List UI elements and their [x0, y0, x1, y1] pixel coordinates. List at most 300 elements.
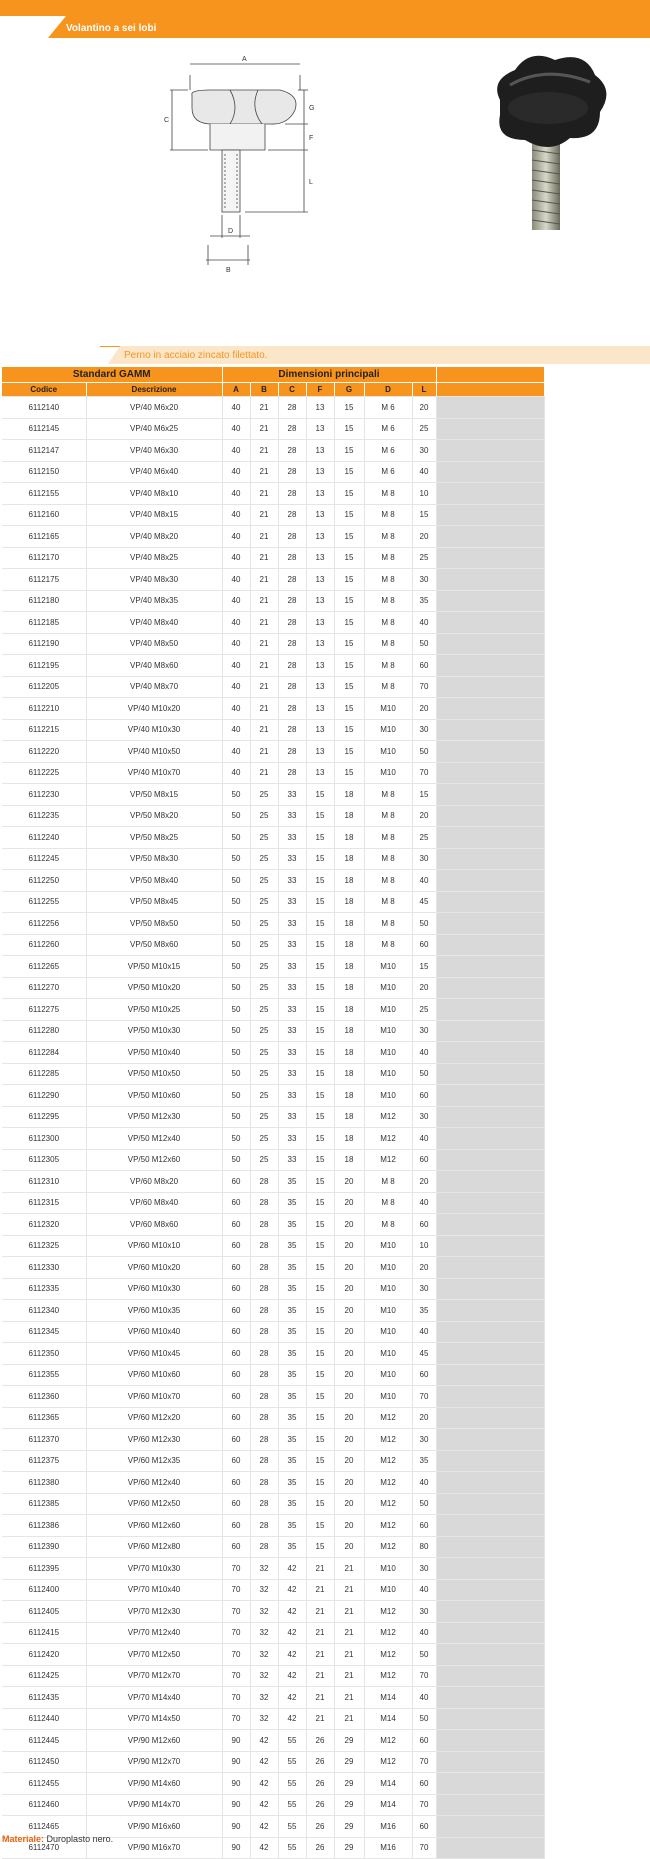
table-cell: M 8	[364, 848, 412, 870]
table-cell: M10	[364, 762, 412, 784]
table-row	[2, 1020, 544, 1042]
table-cell: 18	[334, 956, 364, 978]
table-cell: 20	[412, 397, 436, 419]
table-cell: VP/60 M10x70	[86, 1386, 222, 1408]
table-cell: M10	[364, 1579, 412, 1601]
table-cell-blank	[436, 977, 544, 999]
table-cell: 6112330	[2, 1257, 86, 1279]
table-cell-blank	[436, 504, 544, 526]
table-cell: 15	[334, 526, 364, 548]
table-cell: 29	[334, 1730, 364, 1752]
table-cell: 33	[278, 1106, 306, 1128]
table-cell: 25	[250, 934, 278, 956]
table-cell: 21	[250, 698, 278, 720]
table-cell: 6112455	[2, 1773, 86, 1795]
table-row	[2, 1257, 544, 1279]
table-cell: M 8	[364, 590, 412, 612]
table-cell: 13	[306, 590, 334, 612]
table-cell-blank	[436, 1386, 544, 1408]
table-cell: 6112235	[2, 805, 86, 827]
table-cell: VP/60 M10x40	[86, 1321, 222, 1343]
table-cell: 40	[222, 483, 250, 505]
table-cell: 6112210	[2, 698, 86, 720]
table-row	[2, 1278, 544, 1300]
table-cell-blank	[436, 1214, 544, 1236]
table-cell: 20	[334, 1386, 364, 1408]
table-cell: 35	[278, 1257, 306, 1279]
table-row	[2, 934, 544, 956]
table-cell: 21	[250, 762, 278, 784]
table-cell: 40	[222, 397, 250, 419]
table-cell: 20	[334, 1214, 364, 1236]
table-cell: 32	[250, 1558, 278, 1580]
table-cell: M12	[364, 1730, 412, 1752]
table-cell: 6112360	[2, 1386, 86, 1408]
table-cell-blank	[436, 913, 544, 935]
table-cell: 28	[250, 1321, 278, 1343]
table-cell: VP/50 M10x15	[86, 956, 222, 978]
table-cell: 6112285	[2, 1063, 86, 1085]
table-cell: VP/50 M10x40	[86, 1042, 222, 1064]
table-row	[2, 1794, 544, 1816]
table-cell: M10	[364, 1364, 412, 1386]
table-cell: 35	[278, 1321, 306, 1343]
table-cell: 15	[306, 1364, 334, 1386]
table-cell: 6112425	[2, 1665, 86, 1687]
table-cell: M10	[364, 1558, 412, 1580]
table-cell: VP/50 M10x60	[86, 1085, 222, 1107]
table-row	[2, 870, 544, 892]
table-cell: 25	[412, 999, 436, 1021]
table-cell-blank	[436, 1020, 544, 1042]
table-cell: M12	[364, 1450, 412, 1472]
table-row	[2, 1042, 544, 1064]
table-cell: 15	[306, 999, 334, 1021]
table-cell: M 6	[364, 440, 412, 462]
table-cell: VP/50 M10x30	[86, 1020, 222, 1042]
table-cell-blank	[436, 1364, 544, 1386]
table-row	[2, 633, 544, 655]
table-cell: VP/40 M10x50	[86, 741, 222, 763]
table-cell: 25	[250, 891, 278, 913]
table-cell: 6112230	[2, 784, 86, 806]
table-cell: 15	[334, 698, 364, 720]
table-cell-blank	[436, 848, 544, 870]
table-cell: 15	[412, 784, 436, 806]
table-cell-blank	[436, 676, 544, 698]
table-cell: 35	[412, 1300, 436, 1322]
table-row	[2, 397, 544, 419]
table-cell: 20	[412, 698, 436, 720]
table-cell: 70	[222, 1601, 250, 1623]
table-row	[2, 655, 544, 677]
table-cell: 29	[334, 1816, 364, 1838]
table-cell: 35	[278, 1472, 306, 1494]
table-cell: 70	[222, 1579, 250, 1601]
table-cell: 15	[334, 676, 364, 698]
table-cell: 42	[278, 1622, 306, 1644]
table-cell: 28	[250, 1192, 278, 1214]
table-cell: 33	[278, 891, 306, 913]
table-cell: 20	[412, 977, 436, 999]
table-cell: 50	[412, 741, 436, 763]
table-cell: 6112420	[2, 1644, 86, 1666]
table-cell: 30	[412, 719, 436, 741]
table-cell: VP/60 M12x40	[86, 1472, 222, 1494]
table-cell: VP/90 M12x70	[86, 1751, 222, 1773]
table-cell: 40	[222, 633, 250, 655]
table-cell: VP/50 M8x30	[86, 848, 222, 870]
table-cell: 21	[306, 1708, 334, 1730]
table-cell: 35	[278, 1450, 306, 1472]
table-cell: 20	[334, 1300, 364, 1322]
table-cell-blank	[436, 1343, 544, 1365]
table-cell: 15	[306, 1257, 334, 1279]
table-cell: 6112380	[2, 1472, 86, 1494]
table-cell: 40	[222, 655, 250, 677]
table-row	[2, 805, 544, 827]
table-cell: VP/60 M8x40	[86, 1192, 222, 1214]
table-cell: 6112205	[2, 676, 86, 698]
table-cell: 45	[412, 1343, 436, 1365]
table-cell: 15	[334, 633, 364, 655]
table-cell: 55	[278, 1751, 306, 1773]
table-cell: VP/40 M10x70	[86, 762, 222, 784]
table-cell: 50	[222, 1106, 250, 1128]
table-cell-blank	[436, 1042, 544, 1064]
table-cell: VP/70 M10x30	[86, 1558, 222, 1580]
table-cell: 33	[278, 1128, 306, 1150]
table-cell: VP/60 M12x80	[86, 1536, 222, 1558]
table-cell: 15	[306, 805, 334, 827]
table-cell: 15	[306, 870, 334, 892]
table-cell: 70	[222, 1687, 250, 1709]
table-cell: 60	[222, 1235, 250, 1257]
table-cell: 25	[250, 1042, 278, 1064]
table-cell: 32	[250, 1601, 278, 1623]
table-cell-blank	[436, 762, 544, 784]
table-cell-blank	[436, 1644, 544, 1666]
table-cell: 21	[250, 504, 278, 526]
table-cell: 40	[412, 870, 436, 892]
table-cell: 18	[334, 1149, 364, 1171]
table-cell: VP/90 M14x70	[86, 1794, 222, 1816]
table-cell: 70	[222, 1622, 250, 1644]
table-cell: 25	[250, 784, 278, 806]
table-cell: 6112245	[2, 848, 86, 870]
table-cell: 32	[250, 1665, 278, 1687]
table-cell: 70	[222, 1665, 250, 1687]
table-cell: 60	[412, 1214, 436, 1236]
table-cell: 21	[250, 569, 278, 591]
table-cell-blank	[436, 1493, 544, 1515]
table-cell: 21	[334, 1687, 364, 1709]
table-cell-blank	[436, 1751, 544, 1773]
technical-drawing	[164, 50, 370, 310]
material-value: Duroplasto nero.	[46, 1834, 114, 1844]
table-cell: 25	[412, 827, 436, 849]
group-header-blank	[436, 367, 544, 383]
table-cell: VP/60 M12x60	[86, 1515, 222, 1537]
table-cell: 21	[250, 655, 278, 677]
table-cell: 90	[222, 1794, 250, 1816]
table-cell: VP/40 M6x20	[86, 397, 222, 419]
table-cell: 32	[250, 1579, 278, 1601]
table-cell: 15	[306, 891, 334, 913]
table-cell: 20	[334, 1235, 364, 1257]
table-row	[2, 1773, 544, 1795]
table-cell: 70	[222, 1708, 250, 1730]
table-cell: M10	[364, 1063, 412, 1085]
table-cell-blank	[436, 1321, 544, 1343]
table-row	[2, 1321, 544, 1343]
table-cell: 70	[222, 1558, 250, 1580]
table-cell: 40	[222, 719, 250, 741]
table-cell-blank	[436, 741, 544, 763]
table-cell: 30	[412, 1106, 436, 1128]
table-cell: 60	[222, 1278, 250, 1300]
table-cell: 50	[222, 1063, 250, 1085]
table-cell: 6112440	[2, 1708, 86, 1730]
table-cell: 6112315	[2, 1192, 86, 1214]
table-row	[2, 848, 544, 870]
table-cell: VP/40 M10x20	[86, 698, 222, 720]
table-cell-blank	[436, 655, 544, 677]
table-cell: 42	[278, 1644, 306, 1666]
group-header-standard: Standard GAMM	[2, 367, 222, 383]
table-cell: 35	[278, 1493, 306, 1515]
table-cell: 25	[250, 1128, 278, 1150]
table-cell: 40	[222, 569, 250, 591]
table-cell: 18	[334, 1063, 364, 1085]
table-cell: M12	[364, 1751, 412, 1773]
table-cell: 35	[278, 1343, 306, 1365]
table-cell: M10	[364, 977, 412, 999]
table-cell: 28	[250, 1386, 278, 1408]
table-cell: 15	[334, 762, 364, 784]
table-cell: M 8	[364, 526, 412, 548]
table-cell: 60	[222, 1300, 250, 1322]
table-cell: 70	[412, 762, 436, 784]
table-cell: 13	[306, 741, 334, 763]
table-cell: 15	[306, 1300, 334, 1322]
table-cell: 28	[278, 526, 306, 548]
table-cell: 20	[334, 1343, 364, 1365]
table-cell: VP/40 M6x30	[86, 440, 222, 462]
table-cell: 18	[334, 1042, 364, 1064]
table-cell: 40	[412, 1622, 436, 1644]
table-cell: 15	[306, 1343, 334, 1365]
table-cell: 21	[306, 1687, 334, 1709]
table-cell: 15	[334, 569, 364, 591]
table-cell: 50	[412, 1708, 436, 1730]
table-cell: 21	[334, 1622, 364, 1644]
table-cell: VP/90 M14x60	[86, 1773, 222, 1795]
table-cell: 28	[250, 1472, 278, 1494]
table-cell: 13	[306, 719, 334, 741]
table-cell: M10	[364, 698, 412, 720]
table-cell: 13	[306, 762, 334, 784]
table-cell: 6112350	[2, 1343, 86, 1365]
table-row	[2, 1386, 544, 1408]
table-cell: 15	[306, 1063, 334, 1085]
table-cell: M10	[364, 1321, 412, 1343]
table-cell: 28	[278, 698, 306, 720]
table-cell: 30	[412, 848, 436, 870]
table-cell-blank	[436, 1622, 544, 1644]
table-cell: 6112150	[2, 461, 86, 483]
table-row	[2, 1063, 544, 1085]
table-cell: 60	[222, 1257, 250, 1279]
table-cell: 15	[306, 1235, 334, 1257]
material-line	[2, 1834, 113, 1844]
table-cell: 28	[250, 1257, 278, 1279]
table-cell: 35	[278, 1429, 306, 1451]
table-cell: 13	[306, 440, 334, 462]
table-cell: 21	[250, 461, 278, 483]
table-cell-blank	[436, 612, 544, 634]
table-cell: 35	[278, 1192, 306, 1214]
table-cell: VP/70 M12x40	[86, 1622, 222, 1644]
table-cell: 20	[334, 1364, 364, 1386]
table-cell: 60	[412, 1085, 436, 1107]
table-cell: M12	[364, 1106, 412, 1128]
table-cell: M 6	[364, 461, 412, 483]
table-cell: 15	[306, 1020, 334, 1042]
page-title: Volantino a sei lobi	[66, 23, 157, 34]
table-cell: 90	[222, 1751, 250, 1773]
table-cell: 35	[278, 1364, 306, 1386]
table-cell: 30	[412, 1429, 436, 1451]
top-orange-bar	[0, 0, 650, 16]
table-cell: 33	[278, 956, 306, 978]
table-cell: 50	[222, 999, 250, 1021]
table-cell: 6112405	[2, 1601, 86, 1623]
table-cell: 60	[412, 1364, 436, 1386]
table-cell: M12	[364, 1407, 412, 1429]
table-cell: 42	[278, 1558, 306, 1580]
table-cell: 21	[306, 1644, 334, 1666]
column-header-codice: Codice	[2, 383, 86, 397]
table-cell: 42	[250, 1730, 278, 1752]
table-cell: 33	[278, 1042, 306, 1064]
table-cell: 25	[250, 1106, 278, 1128]
table-cell: M10	[364, 1257, 412, 1279]
table-cell: 10	[412, 483, 436, 505]
table-cell: 20	[334, 1407, 364, 1429]
table-cell: M 8	[364, 612, 412, 634]
table-cell: 40	[412, 1321, 436, 1343]
table-cell: 28	[278, 676, 306, 698]
table-cell: 6112175	[2, 569, 86, 591]
table-cell: 50	[222, 1149, 250, 1171]
table-cell: M12	[364, 1128, 412, 1150]
table-cell: 15	[306, 1128, 334, 1150]
table-cell: 6112386	[2, 1515, 86, 1537]
table-cell: 6112284	[2, 1042, 86, 1064]
table-cell: 15	[306, 934, 334, 956]
table-cell-blank	[436, 1837, 544, 1859]
product-table	[2, 367, 545, 1859]
table-cell: 15	[306, 1106, 334, 1128]
table-cell: M12	[364, 1493, 412, 1515]
table-cell: 32	[250, 1644, 278, 1666]
table-cell: 29	[334, 1773, 364, 1795]
table-cell: 15	[306, 1450, 334, 1472]
table-cell: 40	[222, 676, 250, 698]
table-cell: 35	[278, 1515, 306, 1537]
table-cell: M12	[364, 1515, 412, 1537]
table-cell: 55	[278, 1730, 306, 1752]
table-cell: 21	[306, 1601, 334, 1623]
table-cell: 6112340	[2, 1300, 86, 1322]
table-row	[2, 784, 544, 806]
table-cell: 35	[412, 590, 436, 612]
table-cell: 6112295	[2, 1106, 86, 1128]
table-cell: M14	[364, 1794, 412, 1816]
table-cell: 33	[278, 999, 306, 1021]
table-cell: 26	[306, 1794, 334, 1816]
table-cell: 35	[412, 1450, 436, 1472]
table-row	[2, 1622, 544, 1644]
table-cell: 28	[278, 397, 306, 419]
table-cell: 60	[412, 1816, 436, 1838]
table-cell: VP/40 M8x35	[86, 590, 222, 612]
table-cell: 28	[250, 1278, 278, 1300]
table-cell: VP/70 M14x40	[86, 1687, 222, 1709]
table-cell: 40	[412, 612, 436, 634]
table-cell: 55	[278, 1837, 306, 1859]
table-cell: 15	[306, 1536, 334, 1558]
table-cell: M12	[364, 1665, 412, 1687]
table-cell: 70	[412, 1665, 436, 1687]
table-cell: VP/90 M12x60	[86, 1730, 222, 1752]
table-cell: 28	[278, 504, 306, 526]
table-cell: M 8	[364, 676, 412, 698]
table-cell: 50	[222, 848, 250, 870]
table-cell: 13	[306, 483, 334, 505]
table-cell: VP/40 M8x20	[86, 526, 222, 548]
table-cell: 28	[250, 1407, 278, 1429]
table-cell: 90	[222, 1773, 250, 1795]
table-row	[2, 1665, 544, 1687]
table-cell: 33	[278, 977, 306, 999]
table-cell: 50	[222, 1042, 250, 1064]
table-cell: VP/50 M10x20	[86, 977, 222, 999]
table-cell: 40	[222, 526, 250, 548]
table-cell: M10	[364, 741, 412, 763]
table-cell: 13	[306, 418, 334, 440]
table-cell: 6112435	[2, 1687, 86, 1709]
column-header-descrizione: Descrizione	[86, 383, 222, 397]
table-cell: M12	[364, 1536, 412, 1558]
table-cell: 13	[306, 676, 334, 698]
table-cell-blank	[436, 1794, 544, 1816]
table-cell: VP/60 M8x60	[86, 1214, 222, 1236]
table-cell: VP/60 M10x35	[86, 1300, 222, 1322]
table-cell: VP/50 M8x45	[86, 891, 222, 913]
table-cell: 21	[250, 526, 278, 548]
table-cell: 50	[222, 913, 250, 935]
table-cell: M10	[364, 1278, 412, 1300]
table-cell: 33	[278, 913, 306, 935]
table-row	[2, 1429, 544, 1451]
table-cell: 60	[412, 1515, 436, 1537]
table-cell: 21	[334, 1644, 364, 1666]
column-header-blank	[436, 383, 544, 397]
table-cell: 18	[334, 827, 364, 849]
table-cell: 15	[334, 655, 364, 677]
